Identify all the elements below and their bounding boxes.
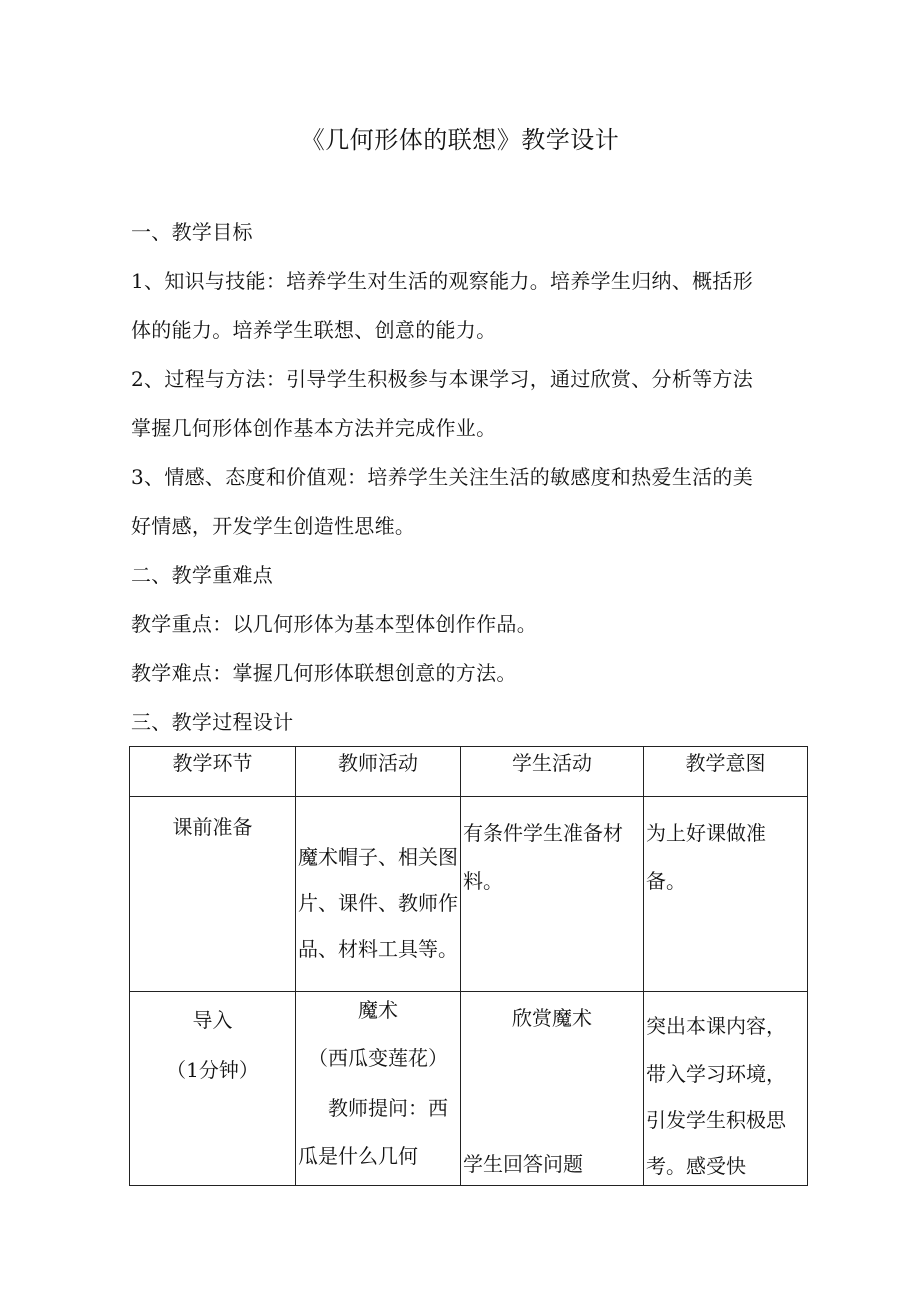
teacher-text: 教师提问：西 <box>328 1096 448 1120</box>
objective-1-line-2: 体的能力。培养学生联想、创意的能力。 <box>131 318 497 342</box>
student-text: 料。 <box>463 869 503 893</box>
intent-text: 为上好课做准 <box>646 821 766 845</box>
intent-text: 考。感受快 <box>646 1154 746 1178</box>
student-activity-cell <box>461 992 644 1186</box>
student-text: 欣赏魔术 <box>512 1006 592 1030</box>
table-header-row <box>130 747 808 797</box>
header-stage: 教学环节 <box>130 747 296 797</box>
stage-label: 导入 <box>192 1008 233 1032</box>
teacher-activity-cell <box>296 992 461 1186</box>
stage-duration: （1分钟） <box>166 1058 259 1082</box>
document-title: 《几何形体的联想》教学设计 <box>300 126 620 154</box>
teaching-intent-cell <box>644 992 808 1186</box>
teaching-intent-cell <box>644 797 808 992</box>
objective-2-line-1: 2、过程与方法：引导学生积极参与本课学习，通过欣赏、分析等方法 <box>131 367 754 391</box>
header-teacher-activity: 教师活动 <box>296 747 461 797</box>
teacher-text: 片、课件、教师作 <box>298 891 458 915</box>
objective-3-line-1: 3、情感、态度和价值观：培养学生关注生活的敏感度和热爱生活的美 <box>131 465 754 489</box>
intent-text: 带入学习环境， <box>646 1062 786 1086</box>
key-point: 教学重点：以几何形体为基本型体创作作品。 <box>131 612 537 636</box>
stage-cell <box>130 797 296 992</box>
teacher-text: 魔术 <box>358 998 398 1022</box>
student-text: 学生回答问题 <box>463 1152 583 1176</box>
teacher-activity-cell <box>296 797 461 992</box>
objective-1-line-1: 1、知识与技能：培养学生对生活的观察能力。培养学生归纳、概括形 <box>131 269 754 293</box>
teacher-text: 魔术帽子、相关图 <box>298 845 458 869</box>
keypoints-heading: 二、教学重难点 <box>131 563 274 587</box>
process-table <box>129 746 808 1186</box>
stage-label: 课前准备 <box>172 815 253 839</box>
process-heading: 三、教学过程设计 <box>131 710 294 734</box>
intent-text: 备。 <box>646 869 686 893</box>
intent-text: 突出本课内容， <box>646 1014 786 1038</box>
teacher-text: （西瓜变莲花） <box>308 1046 448 1070</box>
objectives-heading: 一、教学目标 <box>131 220 253 244</box>
objective-2-line-2: 掌握几何形体创作基本方法并完成作业。 <box>131 416 497 440</box>
intent-text: 引发学生积极思 <box>646 1108 786 1132</box>
difficult-point: 教学难点：掌握几何形体联想创意的方法。 <box>131 661 517 685</box>
header-teaching-intent: 教学意图 <box>644 747 808 797</box>
table-row <box>130 797 808 992</box>
teacher-text: 瓜是什么几何 <box>298 1144 418 1168</box>
stage-cell <box>130 992 296 1186</box>
student-activity-cell <box>461 797 644 992</box>
header-student-activity: 学生活动 <box>461 747 644 797</box>
teacher-text: 品、材料工具等。 <box>298 937 458 961</box>
table-row <box>130 992 808 1186</box>
objective-3-line-2: 好情感，开发学生创造性思维。 <box>131 514 416 538</box>
student-text: 有条件学生准备材 <box>463 821 623 845</box>
